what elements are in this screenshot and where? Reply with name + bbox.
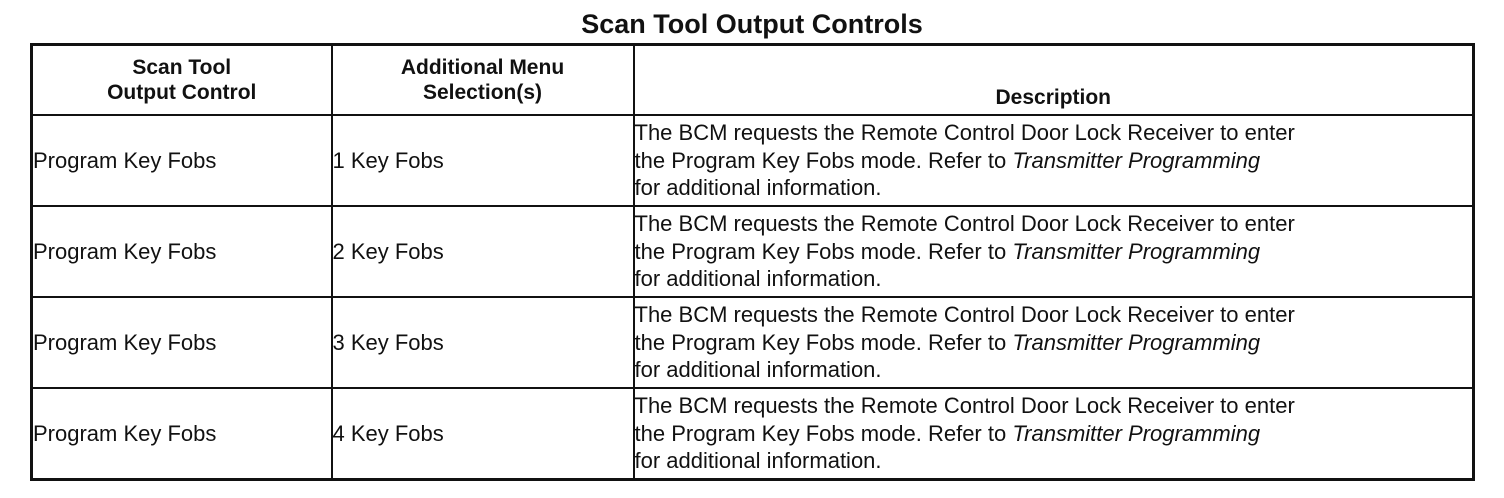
description-line [635,238,1473,266]
description-line: for additional information. [634,448,882,474]
description-line: The BCM requests the Remote Control Door Lock Receiver to enter [634,120,1295,146]
header-line: Output Control [107,81,257,104]
description-cell [634,297,1474,388]
description-line: for additional information. [634,266,882,292]
table-row [32,206,1474,297]
header-line: Additional Menu [400,56,565,79]
description-line: for additional information. [634,357,882,383]
reference-link-text: Transmitter Programming [1012,420,1261,446]
table-row [32,115,1474,206]
description-line: The BCM requests the Remote Control Door Lock Receiver to enter [634,302,1295,328]
menu-selection-cell: 3 Key Fobs [332,297,634,388]
description-text: the Program Key Fobs mode. Refer to [634,329,1013,355]
description-cell [634,388,1474,480]
description-cell [634,115,1474,206]
output-control-cell: Program Key Fobs [32,388,332,480]
header-description: Description [634,45,1474,116]
table-header-row [32,45,1474,116]
description-text: the Program Key Fobs mode. Refer to [634,238,1013,264]
output-control-cell: Program Key Fobs [32,297,332,388]
page-title: Scan Tool Output Controls [581,9,923,39]
header-line: Scan Tool [132,56,232,79]
output-control-cell: Program Key Fobs [32,115,332,206]
description-line [635,147,1473,175]
menu-selection-cell: 1 Key Fobs [332,115,634,206]
description-text: the Program Key Fobs mode. Refer to [634,420,1013,446]
header-scan-tool-output-control [32,45,332,116]
reference-link-text: Transmitter Programming [1012,329,1261,355]
description-cell [634,206,1474,297]
header-line: Selection(s) [422,81,543,104]
header-additional-menu-selections [332,45,634,116]
table-row [32,388,1474,480]
description-line [635,329,1473,357]
reference-link-text: Transmitter Programming [1012,147,1261,173]
output-control-cell: Program Key Fobs [32,206,332,297]
description-line: The BCM requests the Remote Control Door Lock Receiver to enter [634,393,1295,419]
menu-selection-cell: 4 Key Fobs [332,388,634,480]
description-line [635,420,1473,448]
menu-selection-cell: 2 Key Fobs [332,206,634,297]
description-line: for additional information. [634,175,882,201]
table-row [32,297,1474,388]
output-controls-table [30,43,1475,481]
description-text: the Program Key Fobs mode. Refer to [634,147,1013,173]
description-line: The BCM requests the Remote Control Door Lock Receiver to enter [634,211,1295,237]
reference-link-text: Transmitter Programming [1012,238,1261,264]
